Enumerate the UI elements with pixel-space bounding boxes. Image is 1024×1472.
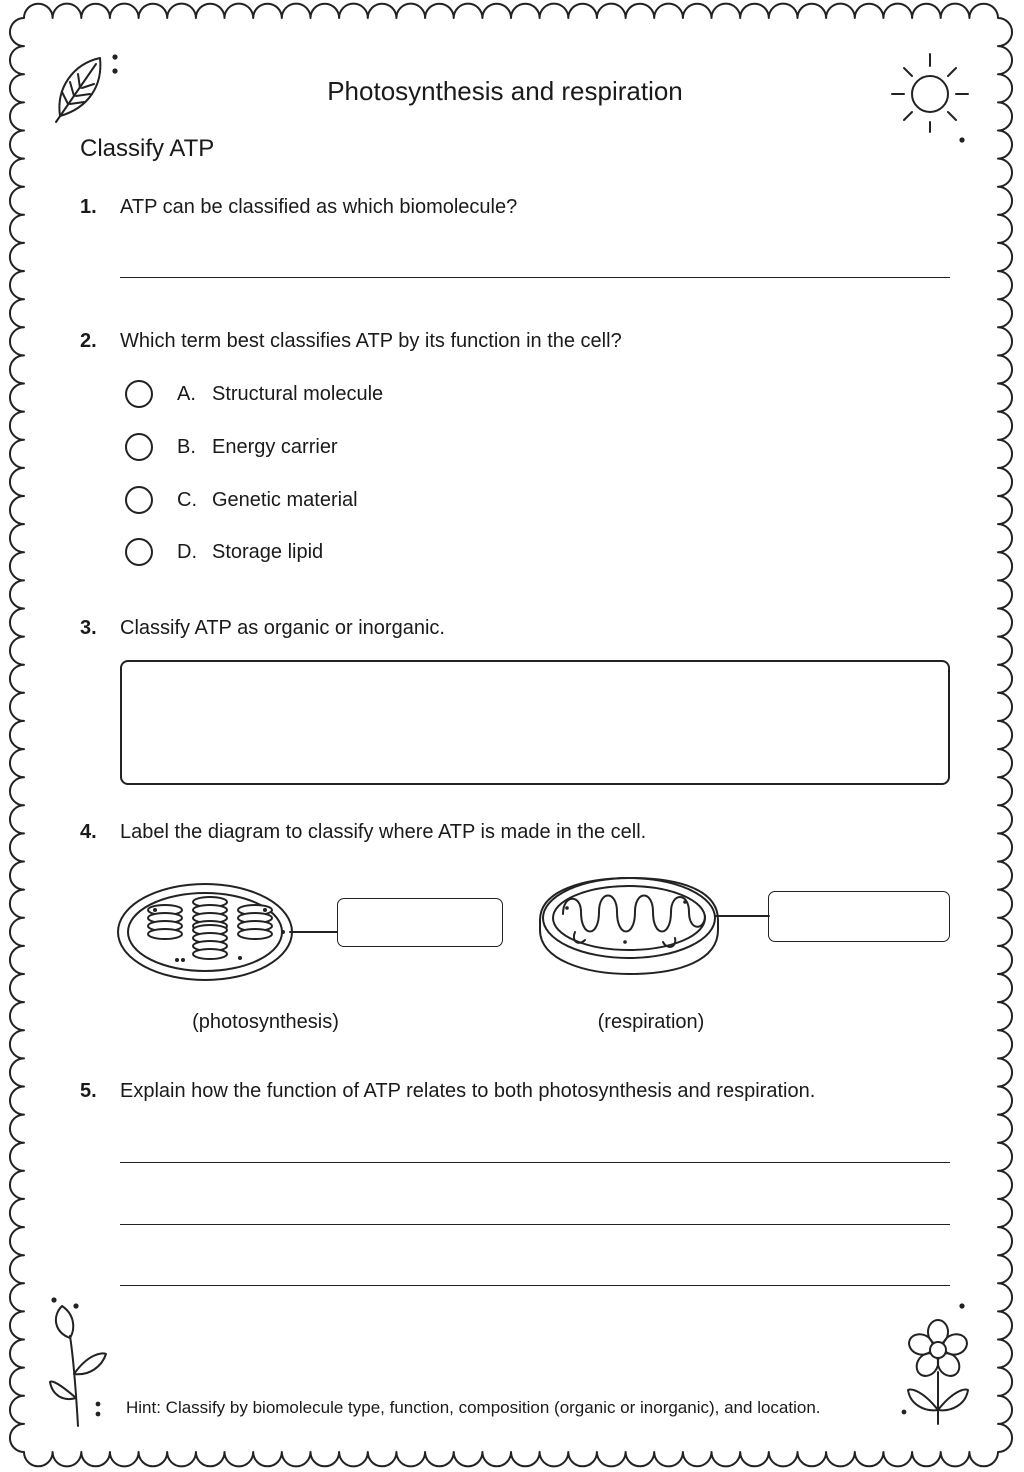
question-2-number: 2. [80, 330, 97, 352]
question-3-answer-box[interactable] [120, 660, 950, 785]
sprout-icon [40, 1292, 120, 1432]
question-4-text: Label the diagram to classify where ATP is made in the cell. [120, 821, 647, 843]
radio-a[interactable] [125, 380, 153, 408]
question-1-text: ATP can be classified as which biomolecule? [120, 196, 518, 218]
question-5-answer-line-1[interactable] [120, 1162, 950, 1163]
question-3-number: 3. [80, 617, 97, 639]
option-a[interactable] [125, 377, 383, 411]
page-title: Photosynthesis and respiration [327, 76, 683, 106]
radio-c[interactable] [125, 486, 153, 514]
option-d-text: Storage lipid [212, 540, 324, 563]
option-a-letter: A. [177, 382, 196, 405]
option-a-text: Structural molecule [212, 382, 384, 405]
radio-d[interactable] [125, 538, 153, 566]
question-1-answer-line[interactable] [120, 277, 950, 278]
question-5-answer-line-2[interactable] [120, 1224, 950, 1225]
option-b-text: Energy carrier [212, 435, 338, 458]
option-c[interactable] [125, 483, 358, 517]
question-5-number: 5. [80, 1080, 97, 1102]
option-b[interactable] [125, 430, 338, 464]
option-d-letter: D. [177, 540, 197, 563]
mitochondrion-label-box[interactable] [768, 891, 950, 942]
question-5-answer-line-3[interactable] [120, 1285, 950, 1286]
option-c-text: Genetic material [212, 488, 358, 511]
chloroplast-label-box[interactable] [337, 898, 503, 947]
mitochondrion-diagram [535, 872, 775, 982]
option-d[interactable] [125, 535, 323, 569]
worksheet-subtitle: Classify ATP [80, 135, 215, 162]
flower-icon [894, 1300, 984, 1430]
option-b-letter: B. [177, 435, 196, 458]
radio-b[interactable] [125, 433, 153, 461]
question-2-text: Which term best classifies ATP by its function in the cell? [120, 330, 622, 352]
question-5-text: Explain how the function of ATP relates to both photosynthesis and respiration. [120, 1080, 816, 1102]
chloroplast-caption: (photosynthesis) [192, 1011, 339, 1033]
hint-text: Hint: Classify by biomolecule type, function, composition (organic or inorganic), and location. [126, 1398, 821, 1417]
chloroplast-diagram [115, 880, 345, 990]
question-1-number: 1. [80, 196, 97, 218]
mitochondrion-caption: (respiration) [597, 1011, 705, 1033]
question-4-number: 4. [80, 821, 97, 843]
option-c-letter: C. [177, 488, 197, 511]
question-3-text: Classify ATP as organic or inorganic. [120, 617, 445, 639]
